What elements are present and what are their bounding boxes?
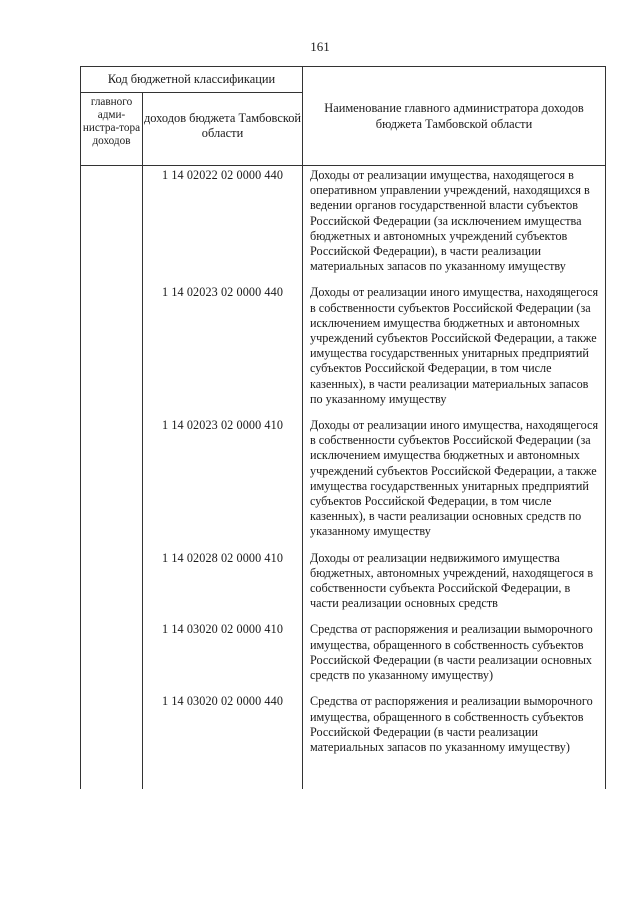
budget-classification-table	[80, 66, 606, 789]
table-row	[81, 620, 606, 692]
header-classification: Код бюджетной классификации	[81, 67, 303, 93]
income-name-cell: Доходы от реализации иного имущества, находящегося в собственности субъектов Российской Федерации (за исключением имущества бюджетных и автономных учреждений субъектов Российской Федерации, а также имущества государственных унитарных предприятий субъектов Российской Федерации, в том числе казенных), в части реализации материальных запасов по указанному имуществу	[303, 283, 606, 416]
income-code-cell: 1 14 02023 02 0000 440	[143, 283, 303, 416]
admin-code-cell	[81, 620, 143, 692]
income-code-cell: 1 14 02022 02 0000 440	[143, 166, 303, 284]
income-name-cell: Средства от распоряжения и реализации выморочного имущества, обращенного в собственность субъектов Российской Федерации (в части реализации основных средств по указанному имуществу)	[303, 620, 606, 692]
header-income: доходов бюджета Тамбовской области	[143, 93, 303, 166]
income-name-cell: Доходы от реализации иного имущества, находящегося в собственности субъектов Российской Федерации (за исключением имущества бюджетных и автономных учреждений субъектов Российской Федерации, а также имущества государственных унитарных предприятий субъектов Российской Федерации, в том числе казенных), в части реализации основных средств по указанному имуществу	[303, 416, 606, 549]
income-name-cell: Доходы от реализации недвижимого имущества бюджетных, автономных учреждений, находящегося в собственности субъекта Российской Федерации, в части реализации основных средств	[303, 549, 606, 621]
header-admin: главного адми-нистра-тора доходов	[81, 93, 143, 166]
admin-code-cell	[81, 692, 143, 789]
table-row	[81, 166, 606, 284]
page-number: 161	[310, 39, 330, 54]
admin-code-cell	[81, 283, 143, 416]
table-row	[81, 416, 606, 549]
header-row-top	[81, 67, 606, 93]
header-admin-name: Наименование главного администратора доходов бюджета Тамбовской области	[303, 67, 606, 166]
table-row	[81, 692, 606, 789]
income-code-cell: 1 14 03020 02 0000 440	[143, 692, 303, 789]
income-code-cell: 1 14 02028 02 0000 410	[143, 549, 303, 621]
table-row	[81, 283, 606, 416]
income-name-cell: Средства от распоряжения и реализации выморочного имущества, обращенного в собственность субъектов Российской Федерации (в части реализации материальных запасов по указанному имуществу)	[303, 692, 606, 789]
admin-code-cell	[81, 166, 143, 284]
income-name-cell: Доходы от реализации имущества, находящегося в оперативном управлении учреждений, находящихся в ведении органов государственной власти субъектов Российской Федерации (за исключением имущества бюджетных и автономных учреждений субъектов Российской Федерации), в части реализации материальных запасов по указанному имуществу	[303, 166, 606, 284]
income-code-cell: 1 14 02023 02 0000 410	[143, 416, 303, 549]
income-code-cell: 1 14 03020 02 0000 410	[143, 620, 303, 692]
admin-code-cell	[81, 549, 143, 621]
admin-code-cell	[81, 416, 143, 549]
table-row	[81, 549, 606, 621]
